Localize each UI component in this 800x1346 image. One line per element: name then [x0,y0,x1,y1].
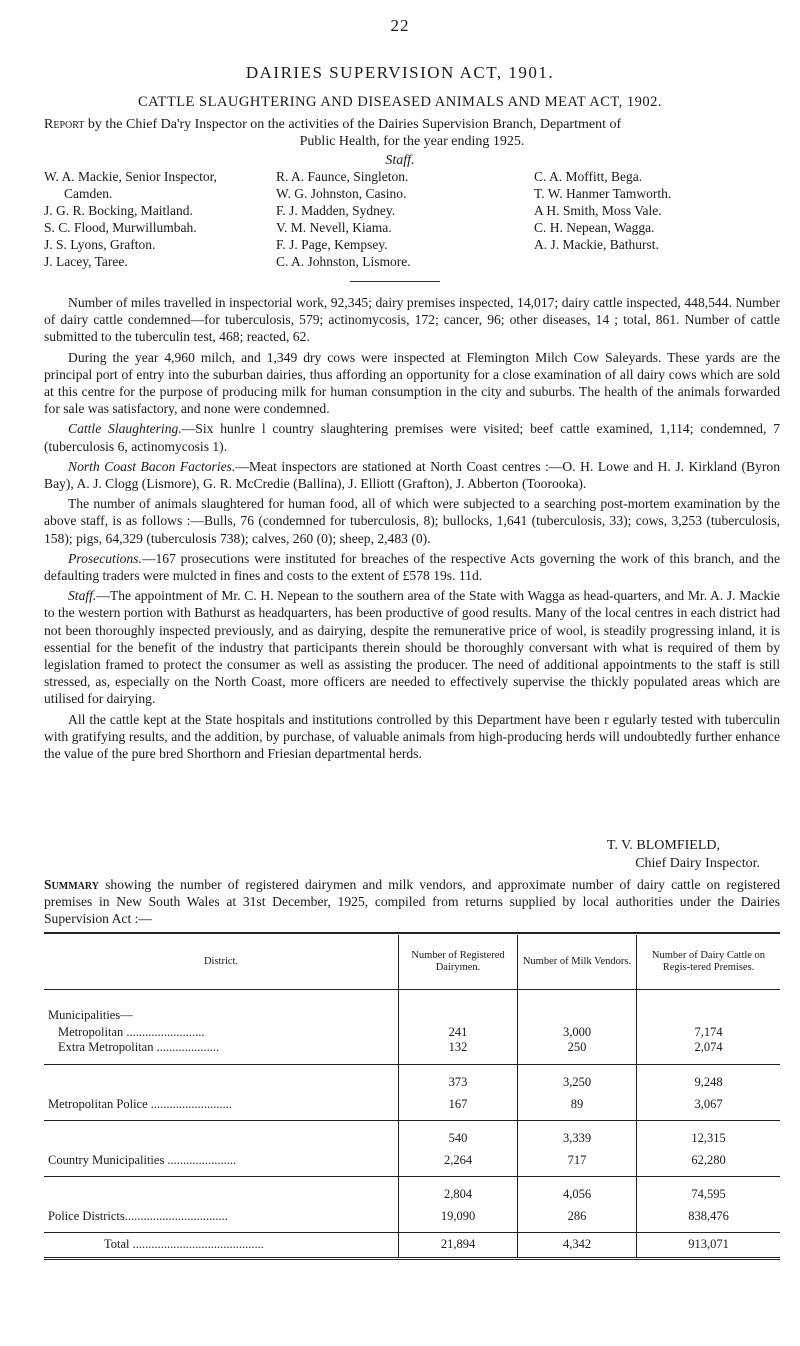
staff-entry: J. S. Lyons, Grafton. [44,237,156,252]
staff-entry: J. G. R. Bocking, Maitland. [44,203,193,218]
staff-entry: W. G. Johnston, Casino. [276,186,407,201]
report-intro [44,116,780,150]
document-title: DAIRIES SUPERVISION ACT, 1901. [245,63,555,82]
staff-entry: J. Lacey, Taree. [44,254,128,269]
staff-entry: S. C. Flood, Murwillumbah. [44,220,197,235]
column-header-vendors: Number of Milk Vendors. [518,935,637,989]
staff-entry: R. A. Faunce, Singleton. [276,169,409,184]
dairy-statistics-table [44,935,780,1260]
staff-entry: C. A. Moffitt, Bega. [534,169,643,184]
table-row: Metropolitan ......................... 241 3,000 7,174 [44,1023,780,1040]
paragraph: Prosecutions.—167 prosecutions were instituted for breaches of the respective Acts governing the work of this branch, and the defaulting traders were mulcted in fines and costs to the extent of £578 19s. 11d. [44,550,780,584]
staff-entry: T. W. Hanmer Tamworth. [534,186,672,201]
staff-entry: C. H. Nepean, Wagga. [534,220,655,235]
report-body [44,294,780,762]
signature-role: Chief Dairy Inspector. [635,856,760,871]
summary-lead: Summary [44,877,99,892]
staff-entry: V. M. Nevell, Kiama. [276,220,392,235]
report-text: by the Chief Da'ry Inspector on the activities of the Dairies Supervision Branch, Department of [84,117,622,132]
table-row-subtotal: 373 3,250 9,248 [44,1064,780,1090]
paragraph: Staff.—The appointment of Mr. C. H. Nepean to the southern area of the State with Wagga as head-quarters, and Mr. A. J. Mackie to the western portion with Bathurst as headquarters, has been productive of good results. Many of the local centres in each district had not been thoroughly inspected previously, and as dairying, despite the remunerative price of wool, is steadily progressing inland, it is essential for the benefit of the industry that participants therein should be thoroughly conversant with what is required of them by legislation framed to protect the consumer as well as assisting the producer. The need of additional appointments to the staff is still stressed, as, especially on the North Coast, more officers are needed to effectively supervise the thickly populated areas which are utilised for dairying. [44,588,780,707]
report-lead: Report [44,117,85,132]
summary-paragraph: Summary showing the number of registered dairymen and milk vendors, and approximate number of dairy cattle on registered premises in New South Wales at 31st December, 1925, compiled from returns supplied by local authorities under the Dairies Supervision Act :— [44,877,780,927]
paragraph: During the year 4,960 milch, and 1,349 dry cows were inspected at Flemington Milch Cow Saleyards. These yards are the principal port of entry into the suburban dairies, thus affording an opportunity for a close examination of all dairy cows which are sold at this centre for the purpose of producing milk for human consumption in the city and suburbs. The health of the animals forwarded for sale was satisfactory, and none were condemned. [44,349,780,417]
paragraph: Cattle Slaughtering.—Six hunlre l country slaughtering premises were visited; beef cattle examined, 1,114; condemned, 7 (tuberculosis 6, actinomycosis 1). [44,421,780,454]
section-divider [350,281,440,282]
paragraph: Number of miles travelled in inspectorial work, 92,345; dairy premises inspected, 14,017; dairy cattle inspected, 448,544. Number of dairy cattle condemned—for tuberculosis, 579; actinomycosis, 172; cancer, 96; other diseases, 14 ; total, 861. Number of cattle submitted to the tuberculin test, 468; reacted, 62. [44,295,780,345]
staff-entry: A. J. Mackie, Bathurst. [534,237,659,252]
table-row-subtotal: 540 3,339 12,315 [44,1120,780,1146]
table-row: Country Municipalities ...................... 2,264 717 62,280 [44,1146,780,1176]
signature-name: T. V. BLOMFIELD, [606,838,720,853]
table-row: Police Districts................................. 19,090 286 838,476 [44,1202,780,1232]
staff-entry: Camden. [64,186,113,201]
column-header-cattle: Number of Dairy Cattle on Regis-tered Premises. [637,935,781,989]
table-row-total: Total .......................................... 21,894 4,342 913,071 [44,1232,780,1258]
paragraph-lead: Cattle Slaughtering. [68,421,182,437]
table-row: Metropolitan Police .......................... 167 89 3,067 [44,1090,780,1120]
page-number: 22 [390,16,410,35]
staff-entry: C. A. Johnston, Lismore. [276,254,411,269]
paragraph-lead: Prosecutions. [68,550,142,566]
column-header-district: District. [44,935,399,989]
staff-entry: A H. Smith, Moss Vale. [534,203,662,218]
paragraph-lead: North Coast Bacon Factories. [68,458,236,474]
document-subtitle: CATTLE SLAUGHTERING AND DISEASED ANIMALS AND MEAT ACT, 1902. [137,94,663,110]
column-header-dairymen: Number of Registered Dairymen. [399,935,518,989]
staff-heading: Staff. [385,153,415,168]
paragraph: North Coast Bacon Factories.—Meat inspectors are stationed at North Coast centres :—O. H. Lowe and H. J. Kirkland (Byron Bay), A. J. Clogg (Lismore), G. R. McCredie (Ballina), J. Elliott (Grafton), J. Abberton (Toorooka). [44,458,780,492]
report-line-2: Public Health, for the year ending 1925. [299,134,525,149]
staff-column-3 [534,168,671,253]
staff-column-1 [44,168,217,270]
table-top-rule [44,932,780,934]
staff-entry: F. J. Page, Kempsey. [276,237,388,252]
staff-entry: F. J. Madden, Sydney. [276,203,396,218]
paragraph: The number of animals slaughtered for human food, all of which were subjected to a searching post-mortem examination by the above staff, is as follows :—Bulls, 76 (condemned for tuberculosis, 8); bullocks, 1,641 (tuberculosis, 33); cows, 3,253 (tuberculosis, 158); pigs, 64,329 (tuberculosis 738); calves, 260 (0); sheep, 2,483 (0). [44,496,780,546]
table-row: Extra Metropolitan .................... 132 250 2,074 [44,1040,780,1064]
staff-entry: W. A. Mackie, Senior Inspector, [44,169,217,184]
staff-column-2 [276,168,411,270]
table-row: Municipalities— [44,989,780,1023]
paragraph-lead: Staff. [68,588,97,604]
paragraph: All the cattle kept at the State hospitals and institutions controlled by this Department have been r egularly tested with tuberculin with gratifying results, and the addition, by purchase, of valuable animals from high-producing herds will undoubtedly further enhance the value of the pure bred Shorthorn and Friesian departmental herds. [44,711,780,762]
table-row-subtotal: 2,804 4,056 74,595 [44,1176,780,1202]
